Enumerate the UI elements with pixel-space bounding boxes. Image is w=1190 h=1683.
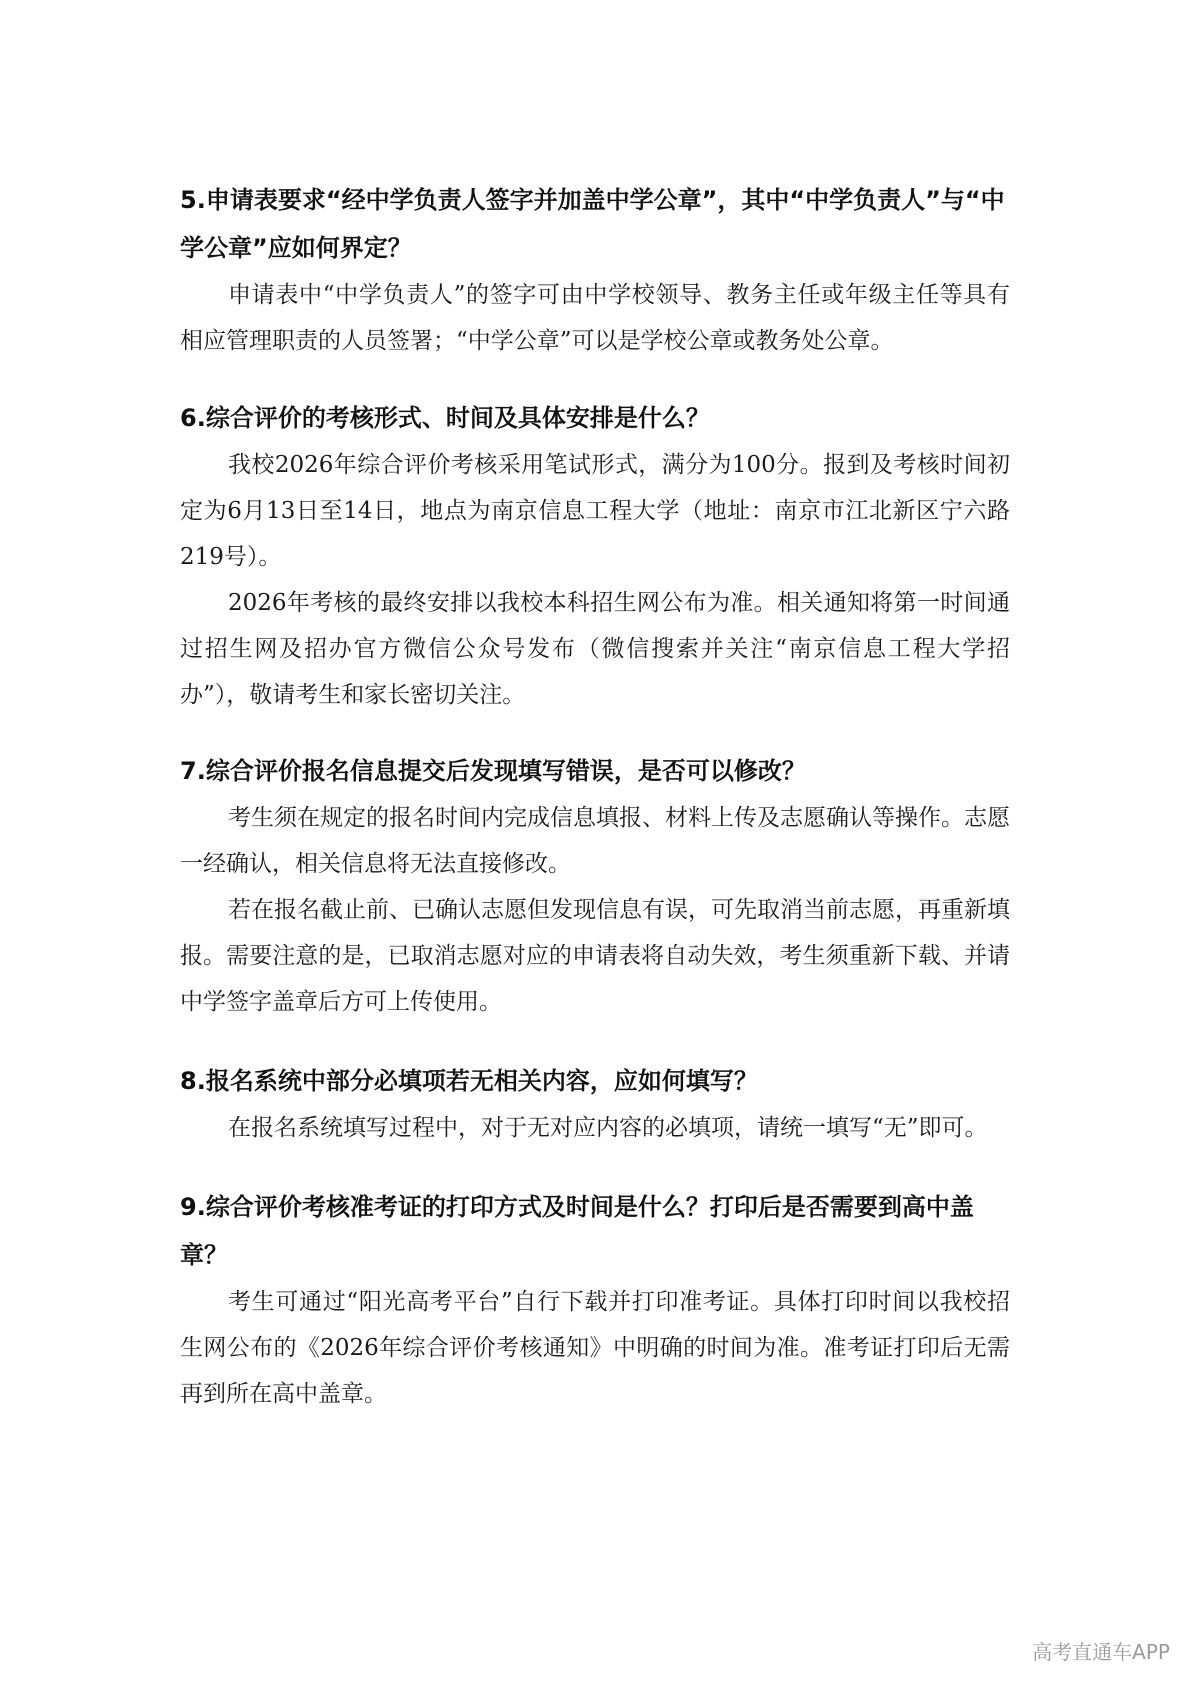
answer-paragraph: 我校2026年综合评价考核采用笔试形式，满分为100分。报到及考核时间初定为6月13日至14日，地点为南京信息工程大学（地址：南京市江北新区宁六路219号）。: [180, 452, 1010, 570]
question-heading: 7.综合评价报名信息提交后发现填写错误，是否可以修改？: [180, 757, 806, 785]
qa-section-6: [180, 394, 1010, 718]
qa-section-9: [180, 1183, 1010, 1417]
question-heading: 6.综合评价的考核形式、时间及具体安排是什么？: [180, 404, 710, 432]
question-heading: 8.报名系统中部分必填项若无相关内容，应如何填写？: [180, 1067, 758, 1095]
qa-section-8: [180, 1057, 1010, 1151]
answer-paragraph: 2026年考核的最终安排以我校本科招生网公布为准。相关通知将第一时间通过招生网及招办官方微信公众号发布（微信搜索并关注“南京信息工程大学招办”），敬请考生和家长密切关注。: [180, 590, 1010, 708]
question-heading: 5.申请表要求“经中学负责人签字并加盖中学公章”，其中“中学负责人”与“中学公章”应如何界定？: [180, 186, 1005, 262]
answer-paragraph: 申请表中“中学负责人”的签字可由中学校领导、教务主任或年级主任等具有相应管理职责的人员签署；“中学公章”可以是学校公章或教务处公章。: [180, 282, 1010, 354]
answer-paragraph: 在报名系统填写过程中，对于无对应内容的必填项，请统一填写“无”即可。: [228, 1115, 988, 1141]
qa-section-5: [180, 176, 1010, 364]
qa-section-7: [180, 747, 1010, 1025]
answer-paragraph: 若在报名截止前、已确认志愿但发现信息有误，可先取消当前志愿，再重新填报。需要注意的是，已取消志愿对应的申请表将自动失效，考生须重新下载、并请中学签字盖章后方可上传使用。: [180, 897, 1010, 1015]
watermark-text: 高考直通车APP: [1032, 1640, 1170, 1664]
answer-paragraph: 考生须在规定的报名时间内完成信息填报、材料上传及志愿确认等操作。志愿一经确认，相关信息将无法直接修改。: [180, 805, 1010, 877]
answer-paragraph: 考生可通过“阳光高考平台”自行下载并打印准考证。具体打印时间以我校招生网公布的《2026年综合评价考核通知》中明确的时间为准。准考证打印后无需再到所在高中盖章。: [180, 1289, 1010, 1407]
question-heading: 9.综合评价考核准考证的打印方式及时间是什么？打印后是否需要到高中盖章？: [180, 1193, 974, 1269]
